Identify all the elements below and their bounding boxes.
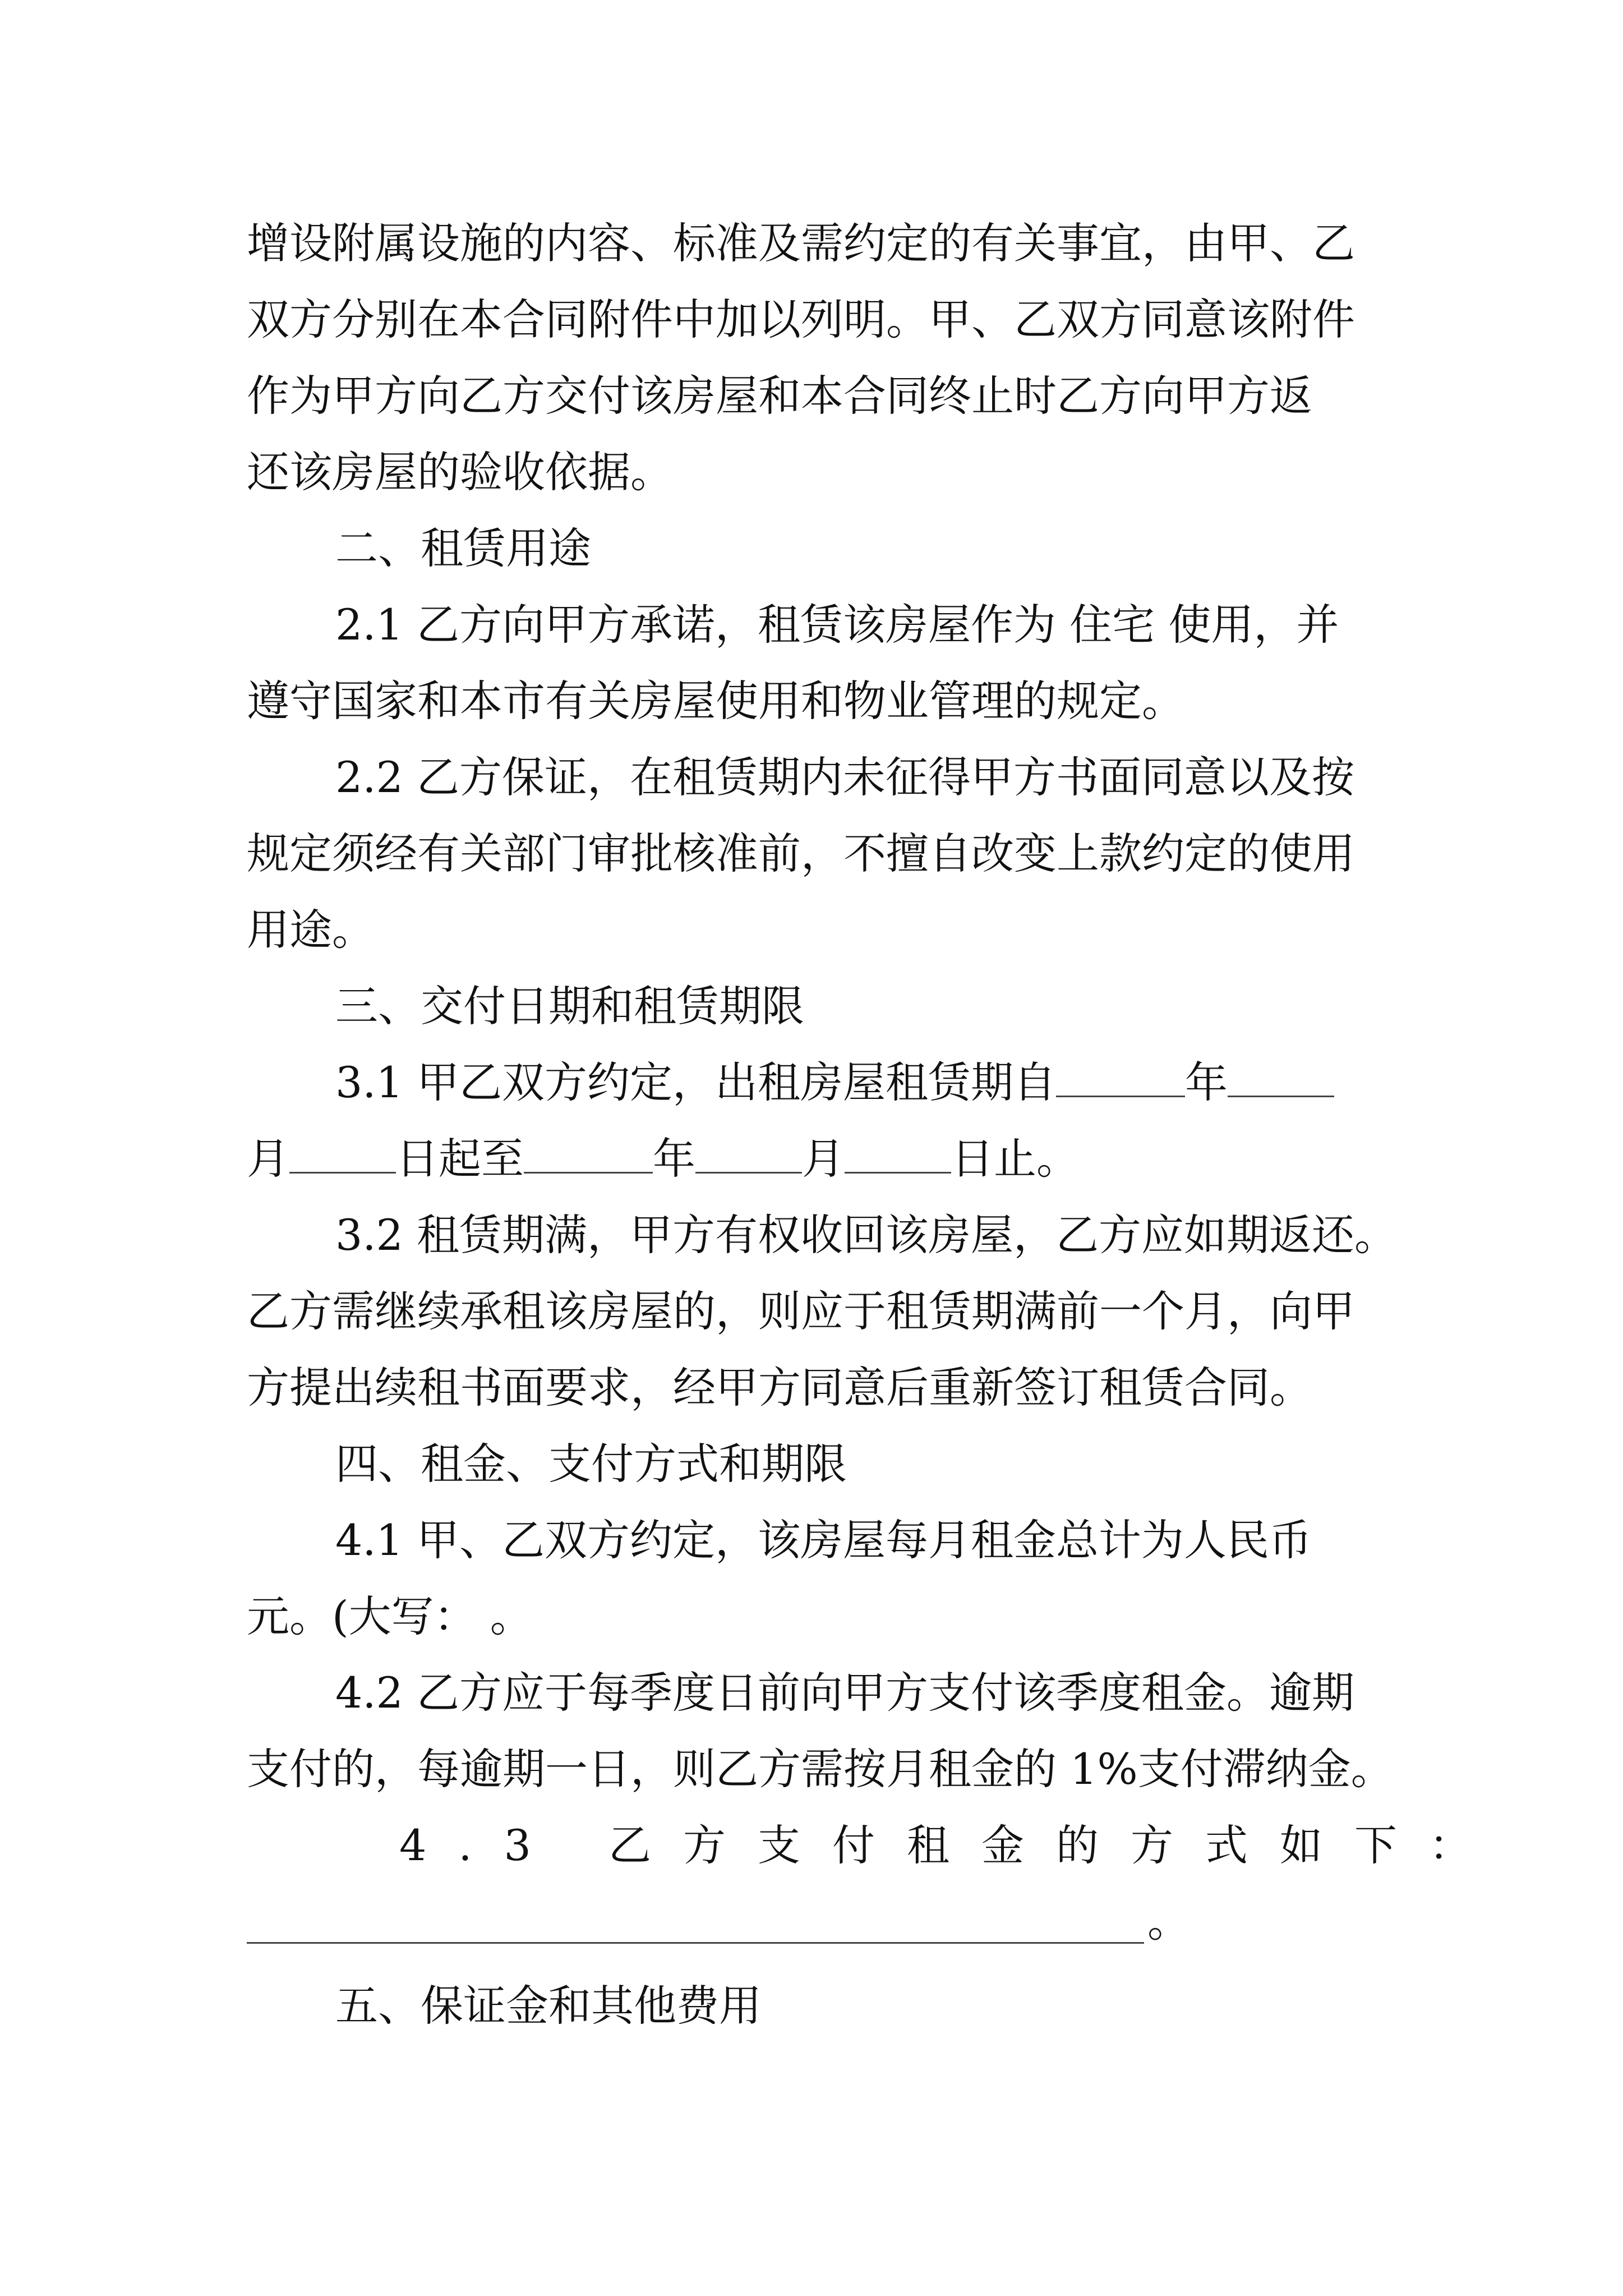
clause-text: 3.1 甲乙双方约定，出租房屋租赁期自 — [335, 1057, 1057, 1107]
clause-text: 年 — [1185, 1057, 1228, 1107]
clause-4-3: 4.3 乙方支付租金的方式如下： — [399, 1820, 1504, 1870]
clause-text: 年 — [653, 1134, 695, 1184]
section-heading-5: 五、保证金和其他费用 — [335, 1981, 762, 2031]
text-line: 还该房屋的验收依据。 — [247, 447, 673, 497]
clause-text: 月 — [802, 1134, 845, 1184]
clause-4-1-cont: 元。(大写： 。 — [247, 1591, 533, 1641]
clause-2-1: 2.1 乙方向甲方承诺，租赁该房屋作为 住宅 使用，并 — [335, 600, 1339, 650]
fill-blank-end-day[interactable] — [845, 1131, 951, 1174]
clause-text: 日止。 — [951, 1134, 1079, 1184]
clause-3-2: 3.2 租赁期满，甲方有权收回该房屋，乙方应如期返还。 — [335, 1210, 1398, 1260]
clause-3-1-cont — [247, 1121, 1079, 1197]
fill-blank-start-day[interactable] — [289, 1131, 396, 1174]
clause-3-1 — [335, 1045, 1334, 1121]
clause-4-3-end: 。 — [1147, 1897, 1190, 1947]
section-heading-2: 二、租赁用途 — [335, 523, 591, 573]
section-heading-3: 三、交付日期和租赁期限 — [335, 981, 804, 1031]
clause-3-2-cont: 乙方需继续承租该房屋的，则应于租赁期满前一个月，向甲 — [247, 1286, 1355, 1336]
clause-4-2-cont: 支付的，每逾期一日，则乙方需按月租金的 1%支付滞纳金。 — [247, 1744, 1394, 1794]
text-line: 作为甲方向乙方交付该房屋和本合同终止时乙方向甲方返 — [247, 371, 1312, 421]
clause-2-2-cont: 规定须经有关部门审批核准前，不擅自改变上款约定的使用 — [247, 829, 1355, 878]
text-line: 增设附属设施的内容、标准及需约定的有关事宜，由甲、乙 — [247, 218, 1355, 268]
fill-blank-start-month[interactable] — [1228, 1055, 1334, 1097]
fill-blank-start-year[interactable] — [1056, 1055, 1185, 1097]
clause-4-1: 4.1 甲、乙双方约定，该房屋每月租金总计为人民币 — [335, 1515, 1312, 1565]
text-line: 双方分别在本合同附件中加以列明。甲、乙双方同意该附件 — [247, 295, 1355, 344]
clause-4-2: 4.2 乙方应于每季度日前向甲方支付该季度租金。逾期 — [335, 1668, 1355, 1718]
fill-blank-end-year[interactable] — [524, 1131, 653, 1174]
fill-blank-end-month[interactable] — [695, 1131, 802, 1174]
clause-2-2: 2.2 乙方保证，在租赁期内未征得甲方书面同意以及按 — [335, 752, 1355, 802]
clause-2-2-cont: 用途。 — [247, 905, 375, 955]
fill-blank-payment-method[interactable] — [247, 1942, 1144, 1944]
section-heading-4: 四、租金、支付方式和期限 — [335, 1439, 847, 1489]
clause-3-2-cont: 方提出续租书面要求，经甲方同意后重新签订租赁合同。 — [247, 1363, 1312, 1412]
clause-2-1-cont: 遵守国家和本市有关房屋使用和物业管理的规定。 — [247, 676, 1184, 726]
clause-text: 日起至 — [396, 1134, 524, 1184]
clause-text: 月 — [247, 1134, 289, 1184]
